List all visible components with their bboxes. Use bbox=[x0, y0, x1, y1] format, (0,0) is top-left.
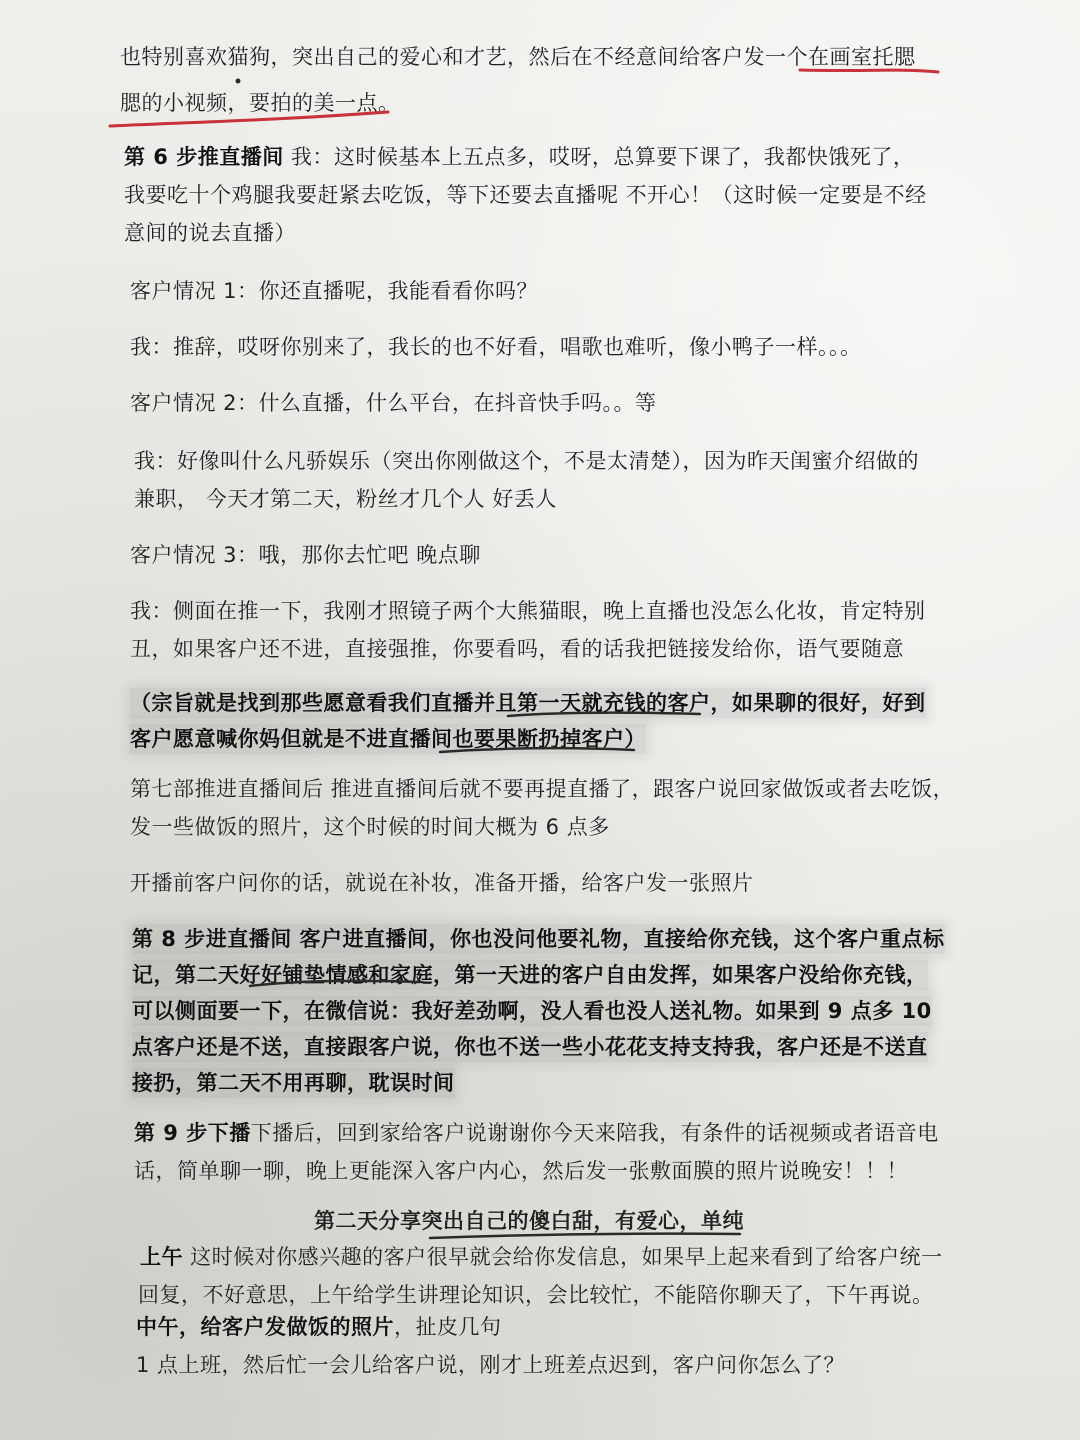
text-line: 兼职， 今天才第二天，粉丝才几个人 好丢人 bbox=[134, 487, 557, 511]
step-9-text: 下播后，回到家给客户说谢谢你今天来陪我，有条件的话视频或者语音电 bbox=[250, 1121, 939, 1145]
text-line: 也特别喜欢猫狗，突出自己的爱心和才艺，然后在不经意间给客户发一个在画室托腮 bbox=[120, 45, 916, 69]
text-line: 话，简单聊一聊，晚上更能深入客户内心，然后发一张敷面膜的照片说晚安！！！ bbox=[134, 1159, 908, 1183]
day-two-title: 第二天分享突出自己的傻白甜，有爱心，单纯 bbox=[314, 1209, 744, 1233]
principle-line: （宗旨就是找到那些愿意看我们直播并且第一天就充钱的客户，如果聊的很好，好到 bbox=[130, 688, 926, 718]
noon-text: ，扯皮几句 bbox=[394, 1315, 502, 1339]
pen-dot bbox=[236, 79, 241, 84]
step-9-heading: 第 9 步下播 bbox=[134, 1121, 251, 1145]
text-line: 腮的小视频，要拍的美一点。 bbox=[120, 91, 400, 115]
text-line: 记，第二天好好铺垫情感和家庭，第一天进的客户自由发挥，如果客户没给你充钱， bbox=[132, 960, 928, 990]
noon-heading: 中午，给客户发做饭的照片 bbox=[136, 1315, 394, 1339]
step-6-heading: 第 6 步推直播间 bbox=[124, 145, 284, 169]
morning-line bbox=[140, 1242, 943, 1272]
customer-case-1: 客户情况 1：你还直播呢，我能看看你吗？ bbox=[130, 279, 539, 303]
text-line: 可以侧面要一下，在微信说：我好差劲啊，没人看也没人送礼物。如果到 9 点多 10 bbox=[132, 996, 932, 1026]
step-6-text: 我：这时候基本上五点多，哎呀，总算要下课了，我都快饿死了， bbox=[283, 145, 915, 169]
step-8-line bbox=[132, 924, 945, 954]
reply-line: 我：推辞，哎呀你别来了，我长的也不好看，唱歌也难听，像小鸭子一样。。。 bbox=[130, 335, 862, 359]
text-line: 我要吃十个鸡腿我要赶紧去吃饭，等下还要去直播呢 不开心！（这时候一定要是不经 bbox=[124, 183, 927, 207]
noon-line bbox=[136, 1312, 502, 1342]
text-line: 接扔，第二天不用再聊，耽误时间 bbox=[132, 1068, 455, 1098]
text-line: 丑，如果客户还不进，直接强推，你要看吗，看的话我把链接发给你，语气要随意 bbox=[130, 637, 904, 661]
text-line: 意间的说去直播） bbox=[124, 221, 296, 245]
step-8-heading: 第 8 步进直播间 bbox=[132, 927, 292, 951]
step-9-line bbox=[134, 1118, 939, 1148]
text-line: 1 点上班，然后忙一会儿给客户说，刚才上班差点迟到，客户问你怎么了？ bbox=[136, 1353, 846, 1377]
text-line: 回复，不好意思，上午给学生讲理论知识，会比较忙，不能陪你聊天了，下午再说。 bbox=[138, 1283, 934, 1307]
text-line: 发一些做饭的照片，这个时候的时间大概为 6 点多 bbox=[130, 815, 610, 839]
morning-text: 这时候对你感兴趣的客户很早就会给你发信息，如果早上起来看到了给客户统一 bbox=[183, 1245, 943, 1269]
customer-case-3: 客户情况 3：哦，那你去忙吧 晚点聊 bbox=[130, 543, 481, 567]
text-line: 点客户还是不送，直接跟客户说，你也不送一些小花花支持支持我，客户还是不送直 bbox=[132, 1032, 928, 1062]
reply-line: 我：侧面在推一下，我刚才照镜子两个大熊猫眼，晚上直播也没怎么化妆，肯定特别 bbox=[130, 599, 926, 623]
morning-heading: 上午 bbox=[140, 1245, 183, 1269]
step-6-line bbox=[124, 142, 914, 172]
customer-case-2: 客户情况 2：什么直播，什么平台，在抖音快手吗。。等 bbox=[130, 391, 657, 415]
text-line: 开播前客户问你的话，就说在补妆，准备开播，给客户发一张照片 bbox=[130, 871, 754, 895]
step-8-text: 客户进直播间，你也没问他要礼物，直接给你充钱，这个客户重点标 bbox=[291, 927, 945, 951]
reply-line: 我：好像叫什么凡骄娱乐（突出你刚做这个，不是太清楚），因为昨天闺蜜介绍做的 bbox=[134, 449, 919, 473]
principle-line: 客户愿意喊你妈但就是不进直播间也要果断扔掉客户） bbox=[130, 724, 646, 754]
step-7-line: 第七部推进直播间后 推进直播间后就不要再提直播了，跟客户说回家做饭或者去吃饭， bbox=[130, 777, 955, 801]
